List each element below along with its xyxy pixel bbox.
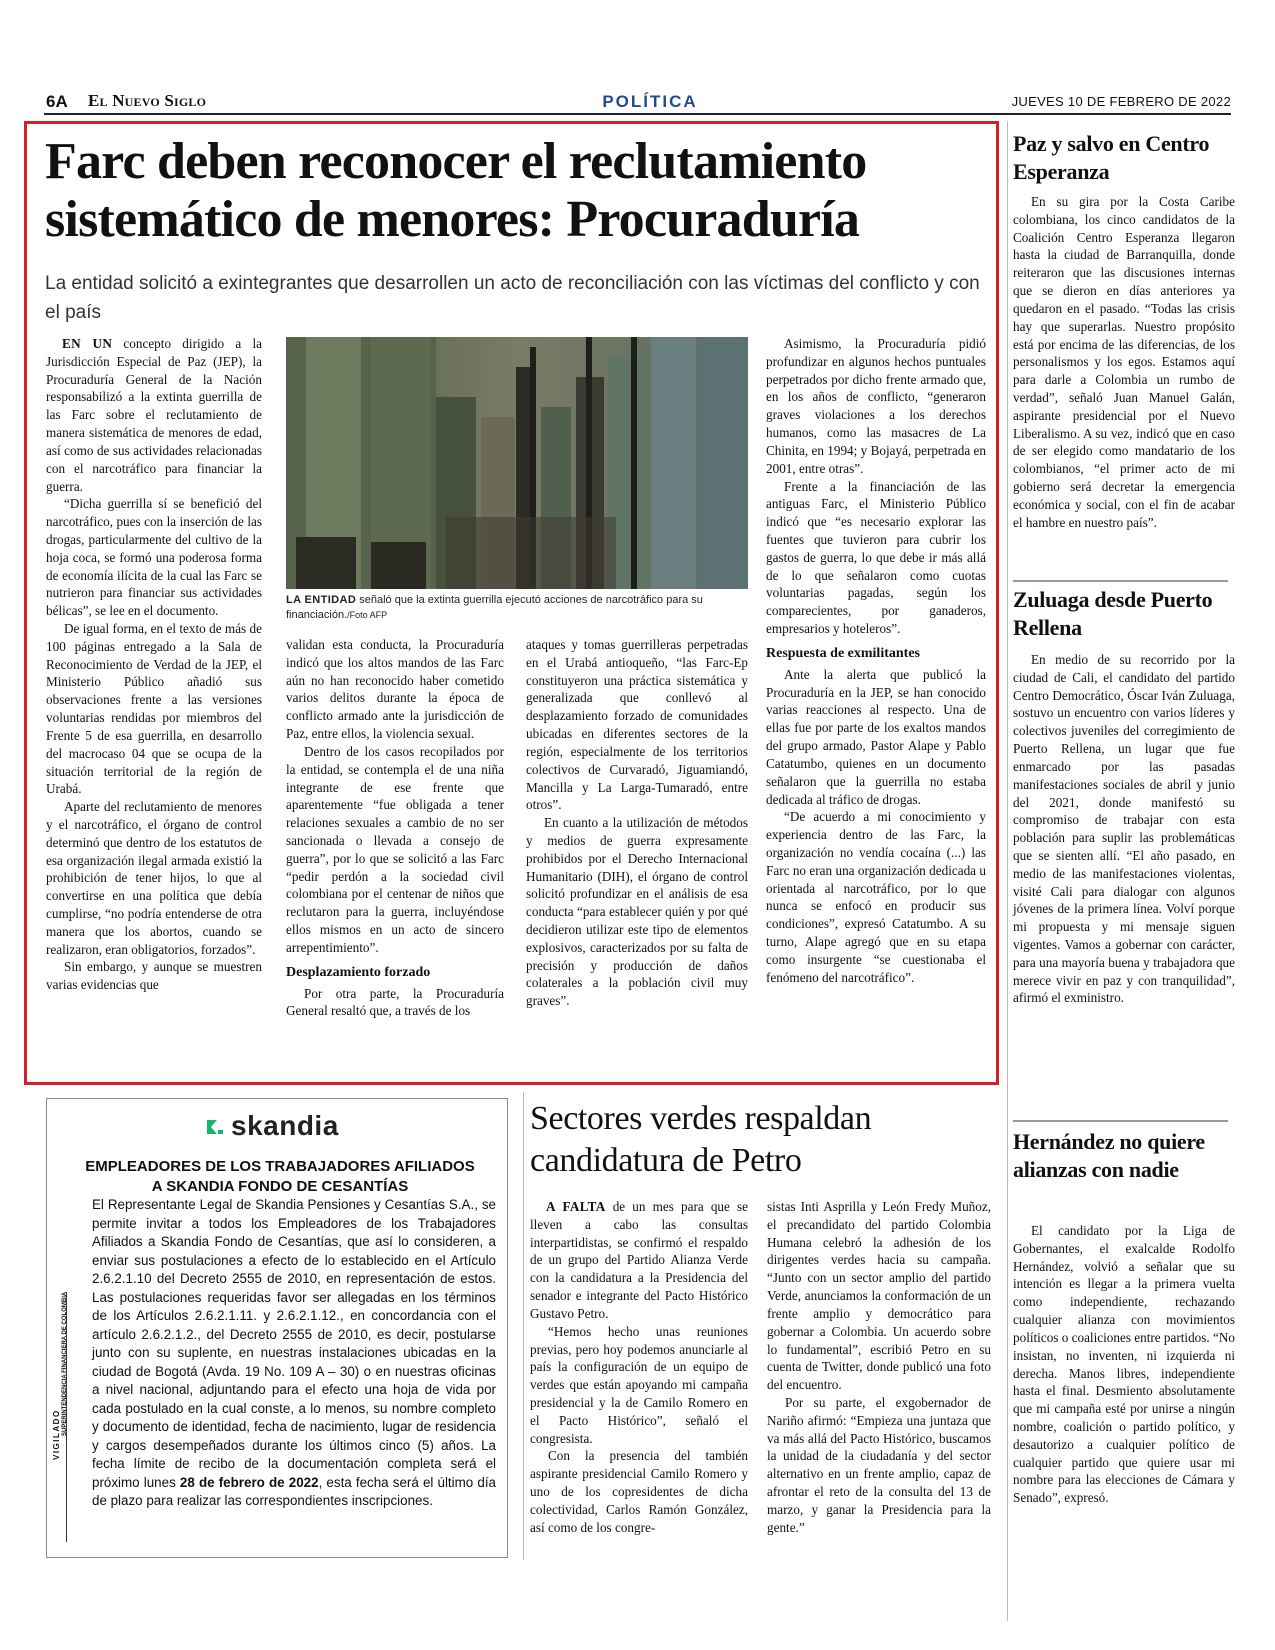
section-label: POLÍTICA [602, 92, 698, 111]
paragraph: sistas Inti Asprilla y León Fredy Muñoz, el precandidato del partido Colombia Humana celebró la adhesión de los dirigentes verdes hacia su campaña. “Junto con un sector amplio del partido Verde, anunciamos la conformación de un frente amplio y democrático para gobernar a Colombia. Un acuerdo sobre lo fundamental”, escribió Petro en su cuenta de Twitter, donde publicó una foto del encuentro. [767, 1199, 991, 1393]
subheading: Desplazamiento forzado [286, 964, 431, 980]
paragraph: Con la presencia del también aspirante presidencial Camilo Romero y uno de los copresidentes de dicha colectividad, Carlos Ramón González, así como de los congre- [530, 1448, 748, 1535]
lead-caps: EN UN [62, 336, 113, 351]
superintendencia-label: SUPERINTENDENCIA FINANCIERA DE COLOMBIA [62, 1291, 68, 1436]
lead-caps: A FALTA [546, 1199, 606, 1214]
main-article-column-1 [46, 335, 262, 994]
soldiers-photo-illustration [286, 337, 748, 589]
caption-text: señaló que la extinta guerrilla ejecutó acciones de narcotráfico para su financiación. [286, 594, 703, 621]
ad-body [92, 1196, 496, 1511]
paragraph: Por su parte, el exgobernador de Nariño afirmó: “Empieza una juntaza que va más allá del Pacto Histórico, buscamos la unidad de la ciudadanía y del sector alternativo en un frente amplio, capaz de afrontar el reto de la consulta del 13 de marzo, y ganar la Presidencia para la gente.” [767, 1394, 991, 1535]
paragraph: Frente a la financiación de las antiguas Farc, el Ministerio Público indicó que “es necesario explorar las fuentes que tuvieron para cubrir los gastos de guerra, lo que debe ir más allá de lo que señalaron como cuotas voluntarias pagadas, según los comparecientes, por ganaderos, empresarios y hoteleros”. [766, 478, 986, 636]
ad-deadline: 28 de febrero de 2022 [179, 1474, 319, 1490]
paragraph: ataques y tomas guerrilleras perpetradas en el Urabá antioqueño, “las Farc-Ep constituyeron una práctica sistemática y generalizada que conllevó al desplazamiento forzado de comunidades ubicadas en diferentes sectores de la región, especialmente de los territorios colectivos de Curvaradó, Jiguamiandó, Mancilla y La Larga-Tumaradó, entre otros”. [526, 637, 748, 813]
paragraph: Asimismo, la Procuraduría pidió profundizar en algunos hechos puntuales perpetrados por dicho frente armado que, en los años de conflicto, “generaron graves violaciones a los derechos humanos, como las masacres de La Chinita, en 1994; y Bojayá, perpetrada en 2001, entre otras”. [766, 336, 986, 476]
paragraph: Ante la alerta que publicó la Procuraduría en la JEP, se han conocido varias reacciones al respecto. Una de ellas fue por parte de los exaltos mandos del grupo armado, Pastor Alape y Pablo Catatumbo, quienes en un documento señalaron que la guerrilla no estaba dedicada al tráfico de drogas. [766, 666, 986, 807]
sidebar-item-title: Hernández no quiere alianzas con nadie [1013, 1129, 1205, 1182]
sidebar-separator [1013, 580, 1228, 582]
paragraph: En medio de su recorrido por la ciudad de Cali, el candidato del partido Centro Democrático, Óscar Iván Zuluaga, sostuvo un encuentro con varios líderes y colectivos juveniles del corregimiento de Puerto Rellena, un lugar que fue enmarcado por las pasadas manifestaciones sociales de abril y junio del 2021, donde manifestó su compromiso de trabajar con esta población para suplir las problemáticas que se sienten allí. “El año pasado, en medio de las manifestaciones violentas, visité Cali para dialogar con algunos jóvenes de la primera línea. Volví porque mi propuesta y mi mensaje siguen vigentes. Vamos a gobernar con carácter, para una mayoría buena y trabajadora que merece vivir en paz y con tranquilidad”, afirmó el exministro. [1013, 652, 1235, 1006]
bottom-divider [523, 1092, 524, 1560]
sidebar-item-title: Zuluaga desde Puerto Rellena [1013, 587, 1213, 640]
article-photo [286, 337, 748, 589]
ad-heading [60, 1157, 500, 1196]
paragraph [46, 335, 262, 495]
main-article-column-4 [766, 335, 986, 986]
paragraph [530, 1198, 748, 1323]
paragraph-text: concepto dirigido a la Jurisdicción Especial de Paz (JEP), la Procuraduría General de la Nación responsabilizó a la extinta guerrilla de las Farc sobre el reclutamiento de manera sistemática de menores de edad, así como de sus actividades relacionadas con el narcotráfico para financiar la guerra. [46, 336, 262, 494]
paragraph: “De acuerdo a mi conocimiento y experiencia dentro de las Farc, la organización no vendía cocaína (...) las Farc no eran una organización dedicada u orientada al narcotráfico, por lo que nunca se enfocó en producir sus condiciones”, expresó Catatumbo. A su turno, Alape agregó que en su etapa como insurgente “se cuestionaba el fenómeno del narcotráfico”. [766, 809, 986, 985]
article-2-title: Sectores verdes respaldan candidatura de Petro [530, 1100, 872, 1180]
main-article-column-3 [526, 636, 748, 1010]
paragraph: Por otra parte, la Procuraduría General resaltó que, a través de los [286, 985, 504, 1019]
main-article-column-2 [286, 636, 504, 1020]
paragraph: Aparte del reclutamiento de menores y el narcotráfico, el órgano de control determinó que dentro de los estatutos de esa organización ilegal armada existió la prohibición de tener hijos, lo que al convertirse en una política que debía cumplirse, “no podría entenderse de otra manera que los abortos, cuando se realizaron, eran obligatorios, forzados”. [46, 799, 262, 957]
paragraph: “Hemos hecho unas reuniones previas, pero hoy podemos anunciarle al país la configuración de un equipo de verdes que están apoyando mi campaña presidencial y la de Camilo Romero en el Pacto Histórico”, señaló el congresista. [530, 1323, 748, 1446]
sidebar-item-title: Paz y salvo en Centro Esperanza [1013, 131, 1210, 184]
main-article-subtitle: La entidad solicitó a exintegrantes que desarrollen un acto de reconciliación con las víctimas del conflicto y con el país [45, 273, 980, 323]
header-rule [44, 113, 1231, 115]
ad-heading-line: A SKANDIA FONDO DE CESANTÍAS [151, 1177, 409, 1195]
paragraph: Sin embargo, y aunque se muestren varias evidencias que [46, 959, 262, 993]
sidebar-item-body [1013, 1222, 1235, 1507]
newspaper-name: El Nuevo Siglo [88, 91, 207, 110]
brand-name: skandia [231, 1110, 339, 1141]
paragraph: Dentro de los casos recopilados por la entidad, se contempla el de una niña integrante de ese frente que aparentemente “fue obligada a tener relaciones sexuales a cambio de no ser sancionada o llevada a consejo de guerra”, por lo que se solicitó a las Farc “pedir perdón a la sociedad civil colombiana por el centenar de niños que reclutaron para la guerra, incluyéndose ellos mismos en un acto de sincero arrepentimiento”. [286, 743, 504, 955]
article-2-column-1 [530, 1198, 748, 1536]
paragraph-text: de un mes para que se lleven a cabo las consultas interpartidistas, se confirmó el respaldo de un grupo del Partido Alianza Verde con la candidatura a la Presidencia del senador e integrante del Pacto Histórico Gustavo Petro. [530, 1199, 748, 1321]
main-article-title: Farc deben reconocer el reclutamiento sistemático de menores: Procuraduría [45, 133, 867, 249]
ad-heading-line: EMPLEADORES DE LOS TRABAJADORES AFILIADOS [85, 1158, 475, 1175]
page-number: 6A [46, 92, 68, 111]
caption-lead: LA ENTIDAD [286, 594, 357, 606]
ad-body-end: , esta fecha será el último día de plazo para realizar las correspondientes inscripciones. [92, 1474, 496, 1508]
sidebar-divider [1007, 121, 1008, 1621]
skandia-mark-icon [205, 1112, 225, 1132]
photo-credit: /Foto AFP [347, 609, 388, 620]
photo-caption [286, 593, 748, 623]
issue-date: JUEVES 10 DE FEBRERO DE 2022 [1011, 94, 1231, 109]
paragraph: De igual forma, en el texto de más de 100 páginas entregado a la Sala de Reconocimiento de Verdad de la JEP, el Ministerio Público añadió sus observaciones frente a las versiones voluntarias rendidas por miembros del Frente 5 de esa guerrilla, en desarrollo del macrocaso 04 que se ocupa de la situación territorial de la región de Urabá. [46, 621, 262, 797]
ad-body-text: El Representante Legal de Skandia Pensiones y Cesantías S.A., se permite invitar a todos los Empleadores de los Trabajadores Afiliados a Skandia Fondo de Cesantías, que así lo consideren, a enviar sus postulaciones a efecto de lo establecido en el Artículo 2.6.2.1.10 del Decreto 2555 de 2010, en representación de estos. Las postulaciones requeridas favor ser allegadas en los términos de los Artículos 2.6.2.1.11. y 2.6.2.1.12., en concordancia con el artículo 2.6.2.1.2., del Decreto 2555 de 2010, es decir, postularse junto con su suplente, en nuestras instalaciones ubicadas en la ciudad de Bogotá (Avda. 19 No. 109 A – 30) o en nuestras oficinas a nivel nacional, adjuntando para el efecto una hoja de vida por cada postulado en la cual conste, a lo menos, su nombre completo y documento de identidad, fecha de nacimiento, lugar de residencia y cargos desempeñados durante los últimos cinco (5) años. La fecha límite de recibo de la documentación completa será el próximo lunes [92, 1197, 496, 1490]
skandia-logo [205, 1110, 339, 1142]
paragraph: validan esta conducta, la Procuraduría indicó que los altos mandos de las Farc aún no han reconocido haber cometido varios delitos durante la época de conflicto armado ante la jurisdicción de Paz, entre ellos, la violencia sexual. [286, 637, 504, 742]
sidebar-separator [1013, 1120, 1228, 1122]
sidebar-item-body [1013, 651, 1235, 1007]
subheading: Respuesta de exmilitantes [766, 645, 920, 661]
paragraph: El candidato por la Liga de Gobernantes, el exalcalde Rodolfo Hernández, volvió a señalar que su intención es llegar a la primera vuelta como independiente, rechazando cualquier alianza con movimientos políticos o coaliciones entre partidos. “No insistan, no inventen, ni izquierda ni derecha. Manos libres, independiente hasta el final. Desmiento absolutamente que mi campaña esté por unirse a ningún nombre, coalición o partido político, y desautorizo a cualquier político de cualquier partido que quiere usar mi nombre para las elecciones de Cámara y Senado”, expresó. [1013, 1223, 1235, 1506]
paragraph: En su gira por la Costa Caribe colombiana, los cinco candidatos de la Coalición Centro Esperanza llegaron hasta la ciudad de Barranquilla, donde reiteraron que las discusiones internas que se dieron en días anteriores ya quedaron en el pasado. “Todas las crisis hay que superarlas. Nuestro propósito está por encima de las diferencias, de los personalismos y los egos. Estamos aquí para darle a Colombia un rumbo de verdad”, señaló Juan Manuel Galán, aspirante presidencial por el Nuevo Liberalismo. A su vez, indicó que en caso de ser elegido como mandatario de los colombianos, “el primer acto de mi gobierno será decretar la emergencia económica y social, con el fin de acabar el hambre en nuestro país”. [1013, 194, 1235, 530]
paragraph: “Dicha guerrilla sí se benefició del narcotráfico, pues con la inserción de las drogas, particularmente del cultivo de la hoja coca, se formó una poderosa forma de economía ilícita de la cual las Farc se nutrieron para financiar sus actividades bélicas”, se lee en el documento. [46, 496, 262, 619]
paragraph: En cuanto a la utilización de métodos y medios de guerra expresamente prohibidos por el Derecho Internacional Humanitario (DIH), el órgano de control solicitó profundizar en el análisis de esa conducta “para establecer quién y por qué decidieron utilizar este tipo de elementos explosivos, caracterizados por su falta de precisión y producción de daños colaterales a la población civil muy graves”. [526, 815, 748, 1009]
sidebar-item-body [1013, 193, 1235, 531]
article-2-column-2 [767, 1198, 991, 1536]
vigilado-label: VIGILADO [52, 1409, 61, 1460]
